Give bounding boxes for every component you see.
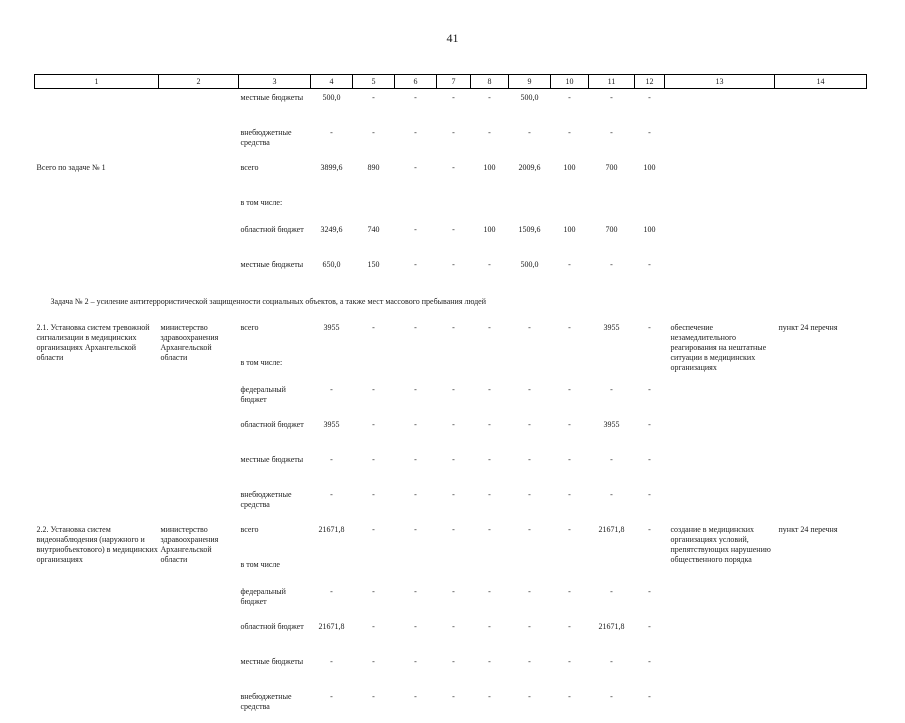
column-number-row xyxy=(35,75,867,89)
column-number-cell: 11 xyxy=(589,75,635,89)
value-cell: - xyxy=(437,221,471,256)
value-cell: - xyxy=(353,583,395,618)
value-cell: - xyxy=(551,319,589,354)
value-cell: - xyxy=(635,486,665,521)
value-cell: - xyxy=(311,653,353,688)
value-cell xyxy=(311,194,353,221)
value-cell: - xyxy=(635,381,665,416)
value-cell: 21671,8 xyxy=(589,521,635,556)
column-number-cell: 12 xyxy=(635,75,665,89)
value-cell: 100 xyxy=(635,221,665,256)
value-cell: - xyxy=(471,688,509,723)
value-cell xyxy=(635,194,665,221)
value-cell: - xyxy=(437,256,471,291)
value-cell: - xyxy=(509,618,551,653)
value-cell: - xyxy=(589,124,635,159)
row-label-cell xyxy=(35,221,159,256)
reference-cell xyxy=(775,159,867,194)
value-cell: - xyxy=(635,256,665,291)
row-label-cell xyxy=(35,124,159,159)
result-cell xyxy=(665,256,775,291)
value-cell: 21671,8 xyxy=(311,521,353,556)
value-cell: - xyxy=(311,486,353,521)
reference-cell xyxy=(775,194,867,221)
value-cell: 650,0 xyxy=(311,256,353,291)
page-number: 41 xyxy=(0,31,905,46)
column-number-cell: 14 xyxy=(775,75,867,89)
column-number-cell: 4 xyxy=(311,75,353,89)
value-cell: - xyxy=(635,618,665,653)
table-row xyxy=(35,159,867,194)
reference-cell: пункт 24 перечня xyxy=(775,521,867,723)
funding-source-cell: областной бюджет xyxy=(239,416,311,451)
value-cell xyxy=(159,194,239,221)
value-cell: - xyxy=(635,583,665,618)
value-cell: 3955 xyxy=(589,416,635,451)
value-cell xyxy=(471,354,509,381)
value-cell: - xyxy=(551,381,589,416)
funding-source-cell: всего xyxy=(239,521,311,556)
value-cell: - xyxy=(509,451,551,486)
value-cell: - xyxy=(635,451,665,486)
value-cell xyxy=(509,194,551,221)
value-cell: - xyxy=(551,416,589,451)
value-cell xyxy=(311,354,353,381)
value-cell: - xyxy=(395,221,437,256)
value-cell: - xyxy=(471,521,509,556)
value-cell xyxy=(395,556,437,583)
value-cell: - xyxy=(471,256,509,291)
value-cell xyxy=(311,556,353,583)
value-cell: - xyxy=(437,618,471,653)
value-cell xyxy=(635,556,665,583)
value-cell: - xyxy=(395,451,437,486)
value-cell: - xyxy=(551,451,589,486)
column-number-cell: 2 xyxy=(159,75,239,89)
value-cell: 1509,6 xyxy=(509,221,551,256)
program-table xyxy=(34,74,867,723)
value-cell: - xyxy=(395,521,437,556)
value-cell: 500,0 xyxy=(311,89,353,125)
value-cell xyxy=(471,194,509,221)
executor-cell: министерство здравоохранения Архангельской области xyxy=(159,319,239,521)
row-label-cell xyxy=(35,89,159,125)
value-cell: - xyxy=(353,89,395,125)
reference-cell: пункт 24 перечня xyxy=(775,319,867,521)
value-cell: - xyxy=(589,256,635,291)
reference-cell xyxy=(775,89,867,125)
value-cell: - xyxy=(551,89,589,125)
value-cell: - xyxy=(395,583,437,618)
value-cell: - xyxy=(353,486,395,521)
value-cell: - xyxy=(395,381,437,416)
value-cell: - xyxy=(551,124,589,159)
value-cell: - xyxy=(589,451,635,486)
value-cell: 21671,8 xyxy=(311,618,353,653)
value-cell: - xyxy=(551,521,589,556)
value-cell: - xyxy=(471,89,509,125)
measure-name-cell: 2.2. Установка систем видеонаблюдения (наружного и внутриобъектового) в медицинских организациях xyxy=(35,521,159,723)
value-cell: - xyxy=(437,486,471,521)
value-cell xyxy=(551,354,589,381)
value-cell: - xyxy=(589,583,635,618)
value-cell: - xyxy=(395,124,437,159)
result-cell xyxy=(665,124,775,159)
value-cell xyxy=(551,556,589,583)
value-cell xyxy=(159,159,239,194)
reference-cell xyxy=(775,124,867,159)
value-cell: - xyxy=(395,416,437,451)
value-cell xyxy=(437,556,471,583)
value-cell: - xyxy=(551,653,589,688)
table-row xyxy=(35,521,867,556)
row-label-cell: Всего по задаче № 1 xyxy=(35,159,159,194)
value-cell: - xyxy=(395,688,437,723)
table-row xyxy=(35,256,867,291)
value-cell xyxy=(353,194,395,221)
value-cell: - xyxy=(311,381,353,416)
value-cell: - xyxy=(395,319,437,354)
value-cell: 500,0 xyxy=(509,89,551,125)
value-cell: - xyxy=(589,381,635,416)
value-cell xyxy=(437,194,471,221)
value-cell: 3249,6 xyxy=(311,221,353,256)
value-cell: - xyxy=(551,256,589,291)
value-cell xyxy=(509,354,551,381)
funding-source-cell: федеральный бюджет xyxy=(239,583,311,618)
value-cell xyxy=(159,124,239,159)
value-cell: - xyxy=(509,319,551,354)
value-cell: 3955 xyxy=(311,416,353,451)
value-cell: 2009,6 xyxy=(509,159,551,194)
value-cell: - xyxy=(353,688,395,723)
value-cell xyxy=(437,354,471,381)
funding-source-cell: местные бюджеты xyxy=(239,451,311,486)
value-cell: 700 xyxy=(589,221,635,256)
measure-name-cell: 2.1. Установка систем тревожной сигнализации в медицинских организациях Архангельской области xyxy=(35,319,159,521)
value-cell: 740 xyxy=(353,221,395,256)
value-cell: - xyxy=(635,319,665,354)
funding-source-cell: внебюджетные средства xyxy=(239,688,311,723)
result-cell: создание в медицинских организациях условий, препятствующих нарушению общественного порядка xyxy=(665,521,775,723)
value-cell: - xyxy=(353,124,395,159)
column-number-cell: 5 xyxy=(353,75,395,89)
table-body xyxy=(35,75,867,723)
value-cell: - xyxy=(395,159,437,194)
value-cell: - xyxy=(395,256,437,291)
column-number-cell: 8 xyxy=(471,75,509,89)
table-row xyxy=(35,124,867,159)
value-cell: - xyxy=(509,416,551,451)
funding-source-cell: всего xyxy=(239,319,311,354)
value-cell: - xyxy=(635,416,665,451)
value-cell: - xyxy=(509,381,551,416)
value-cell: - xyxy=(635,521,665,556)
value-cell: - xyxy=(395,89,437,125)
funding-source-cell: в том числе: xyxy=(239,354,311,381)
value-cell: - xyxy=(509,688,551,723)
value-cell: - xyxy=(551,688,589,723)
value-cell: - xyxy=(589,486,635,521)
value-cell xyxy=(551,194,589,221)
value-cell: 150 xyxy=(353,256,395,291)
funding-source-cell: внебюджетные средства xyxy=(239,486,311,521)
value-cell: - xyxy=(311,124,353,159)
result-cell xyxy=(665,194,775,221)
table-row xyxy=(35,89,867,125)
funding-source-cell: внебюджетные средства xyxy=(239,124,311,159)
value-cell: - xyxy=(437,451,471,486)
value-cell: - xyxy=(509,583,551,618)
row-label-cell xyxy=(35,194,159,221)
value-cell: - xyxy=(589,688,635,723)
table-row xyxy=(35,221,867,256)
funding-source-cell: местные бюджеты xyxy=(239,653,311,688)
value-cell: - xyxy=(471,124,509,159)
task-row xyxy=(35,291,867,319)
table-row xyxy=(35,194,867,221)
value-cell: - xyxy=(311,451,353,486)
funding-source-cell: местные бюджеты xyxy=(239,256,311,291)
value-cell: - xyxy=(353,618,395,653)
value-cell: 3899,6 xyxy=(311,159,353,194)
result-cell xyxy=(665,221,775,256)
result-cell xyxy=(665,159,775,194)
result-cell xyxy=(665,89,775,125)
value-cell: - xyxy=(551,618,589,653)
value-cell xyxy=(395,354,437,381)
funding-source-cell: в том числе xyxy=(239,556,311,583)
value-cell: - xyxy=(353,521,395,556)
value-cell: - xyxy=(635,124,665,159)
column-number-cell: 13 xyxy=(665,75,775,89)
reference-cell xyxy=(775,256,867,291)
value-cell: - xyxy=(471,486,509,521)
value-cell xyxy=(589,556,635,583)
value-cell: - xyxy=(311,583,353,618)
value-cell: - xyxy=(437,416,471,451)
value-cell: - xyxy=(509,653,551,688)
value-cell xyxy=(509,556,551,583)
value-cell: - xyxy=(437,159,471,194)
value-cell xyxy=(395,194,437,221)
value-cell: 100 xyxy=(471,221,509,256)
value-cell xyxy=(353,556,395,583)
value-cell: 100 xyxy=(635,159,665,194)
value-cell: - xyxy=(589,89,635,125)
value-cell: 21671,8 xyxy=(589,618,635,653)
value-cell: - xyxy=(437,319,471,354)
value-cell: 100 xyxy=(551,159,589,194)
value-cell: 100 xyxy=(551,221,589,256)
value-cell xyxy=(589,354,635,381)
reference-cell xyxy=(775,221,867,256)
column-number-cell: 10 xyxy=(551,75,589,89)
value-cell: - xyxy=(635,89,665,125)
value-cell: - xyxy=(437,124,471,159)
funding-source-cell: областной бюджет xyxy=(239,221,311,256)
value-cell: - xyxy=(509,521,551,556)
value-cell: 3955 xyxy=(589,319,635,354)
value-cell xyxy=(159,221,239,256)
value-cell: - xyxy=(635,688,665,723)
value-cell: - xyxy=(353,416,395,451)
value-cell: - xyxy=(471,653,509,688)
value-cell: - xyxy=(353,451,395,486)
value-cell: - xyxy=(471,618,509,653)
value-cell: - xyxy=(437,653,471,688)
value-cell: - xyxy=(353,319,395,354)
column-number-cell: 9 xyxy=(509,75,551,89)
value-cell xyxy=(353,354,395,381)
value-cell: - xyxy=(551,583,589,618)
value-cell: - xyxy=(353,653,395,688)
executor-cell: министерство здравоохранения Архангельской области xyxy=(159,521,239,723)
funding-source-cell: областной бюджет xyxy=(239,618,311,653)
column-number-cell: 7 xyxy=(437,75,471,89)
value-cell: 700 xyxy=(589,159,635,194)
value-cell: - xyxy=(353,381,395,416)
value-cell: - xyxy=(437,89,471,125)
value-cell: - xyxy=(551,486,589,521)
value-cell xyxy=(159,256,239,291)
value-cell: - xyxy=(471,416,509,451)
funding-source-cell: в том числе: xyxy=(239,194,311,221)
value-cell: - xyxy=(311,688,353,723)
value-cell xyxy=(589,194,635,221)
value-cell xyxy=(159,89,239,125)
value-cell: - xyxy=(471,381,509,416)
value-cell: - xyxy=(471,583,509,618)
value-cell: - xyxy=(437,381,471,416)
value-cell: - xyxy=(395,486,437,521)
value-cell xyxy=(471,556,509,583)
result-cell: обеспечение незамедлительного реагирования на нештатные ситуации в медицинских организациях xyxy=(665,319,775,521)
value-cell: - xyxy=(635,653,665,688)
value-cell: - xyxy=(395,653,437,688)
column-number-cell: 1 xyxy=(35,75,159,89)
funding-source-cell: федеральный бюджет xyxy=(239,381,311,416)
value-cell: 3955 xyxy=(311,319,353,354)
value-cell: - xyxy=(589,653,635,688)
value-cell: - xyxy=(437,583,471,618)
value-cell: - xyxy=(509,486,551,521)
column-number-cell: 3 xyxy=(239,75,311,89)
table-row xyxy=(35,319,867,354)
value-cell: - xyxy=(395,618,437,653)
value-cell: - xyxy=(471,451,509,486)
value-cell: 100 xyxy=(471,159,509,194)
value-cell xyxy=(635,354,665,381)
row-label-cell xyxy=(35,256,159,291)
value-cell: 890 xyxy=(353,159,395,194)
value-cell: - xyxy=(471,319,509,354)
value-cell: - xyxy=(437,521,471,556)
value-cell: - xyxy=(437,688,471,723)
task-title: Задача № 2 – усиление антитеррористической защищенности социальных объектов, а также мест массового пребывания людей xyxy=(35,291,867,319)
funding-source-cell: местные бюджеты xyxy=(239,89,311,125)
funding-source-cell: всего xyxy=(239,159,311,194)
column-number-cell: 6 xyxy=(395,75,437,89)
value-cell: 500,0 xyxy=(509,256,551,291)
value-cell: - xyxy=(509,124,551,159)
